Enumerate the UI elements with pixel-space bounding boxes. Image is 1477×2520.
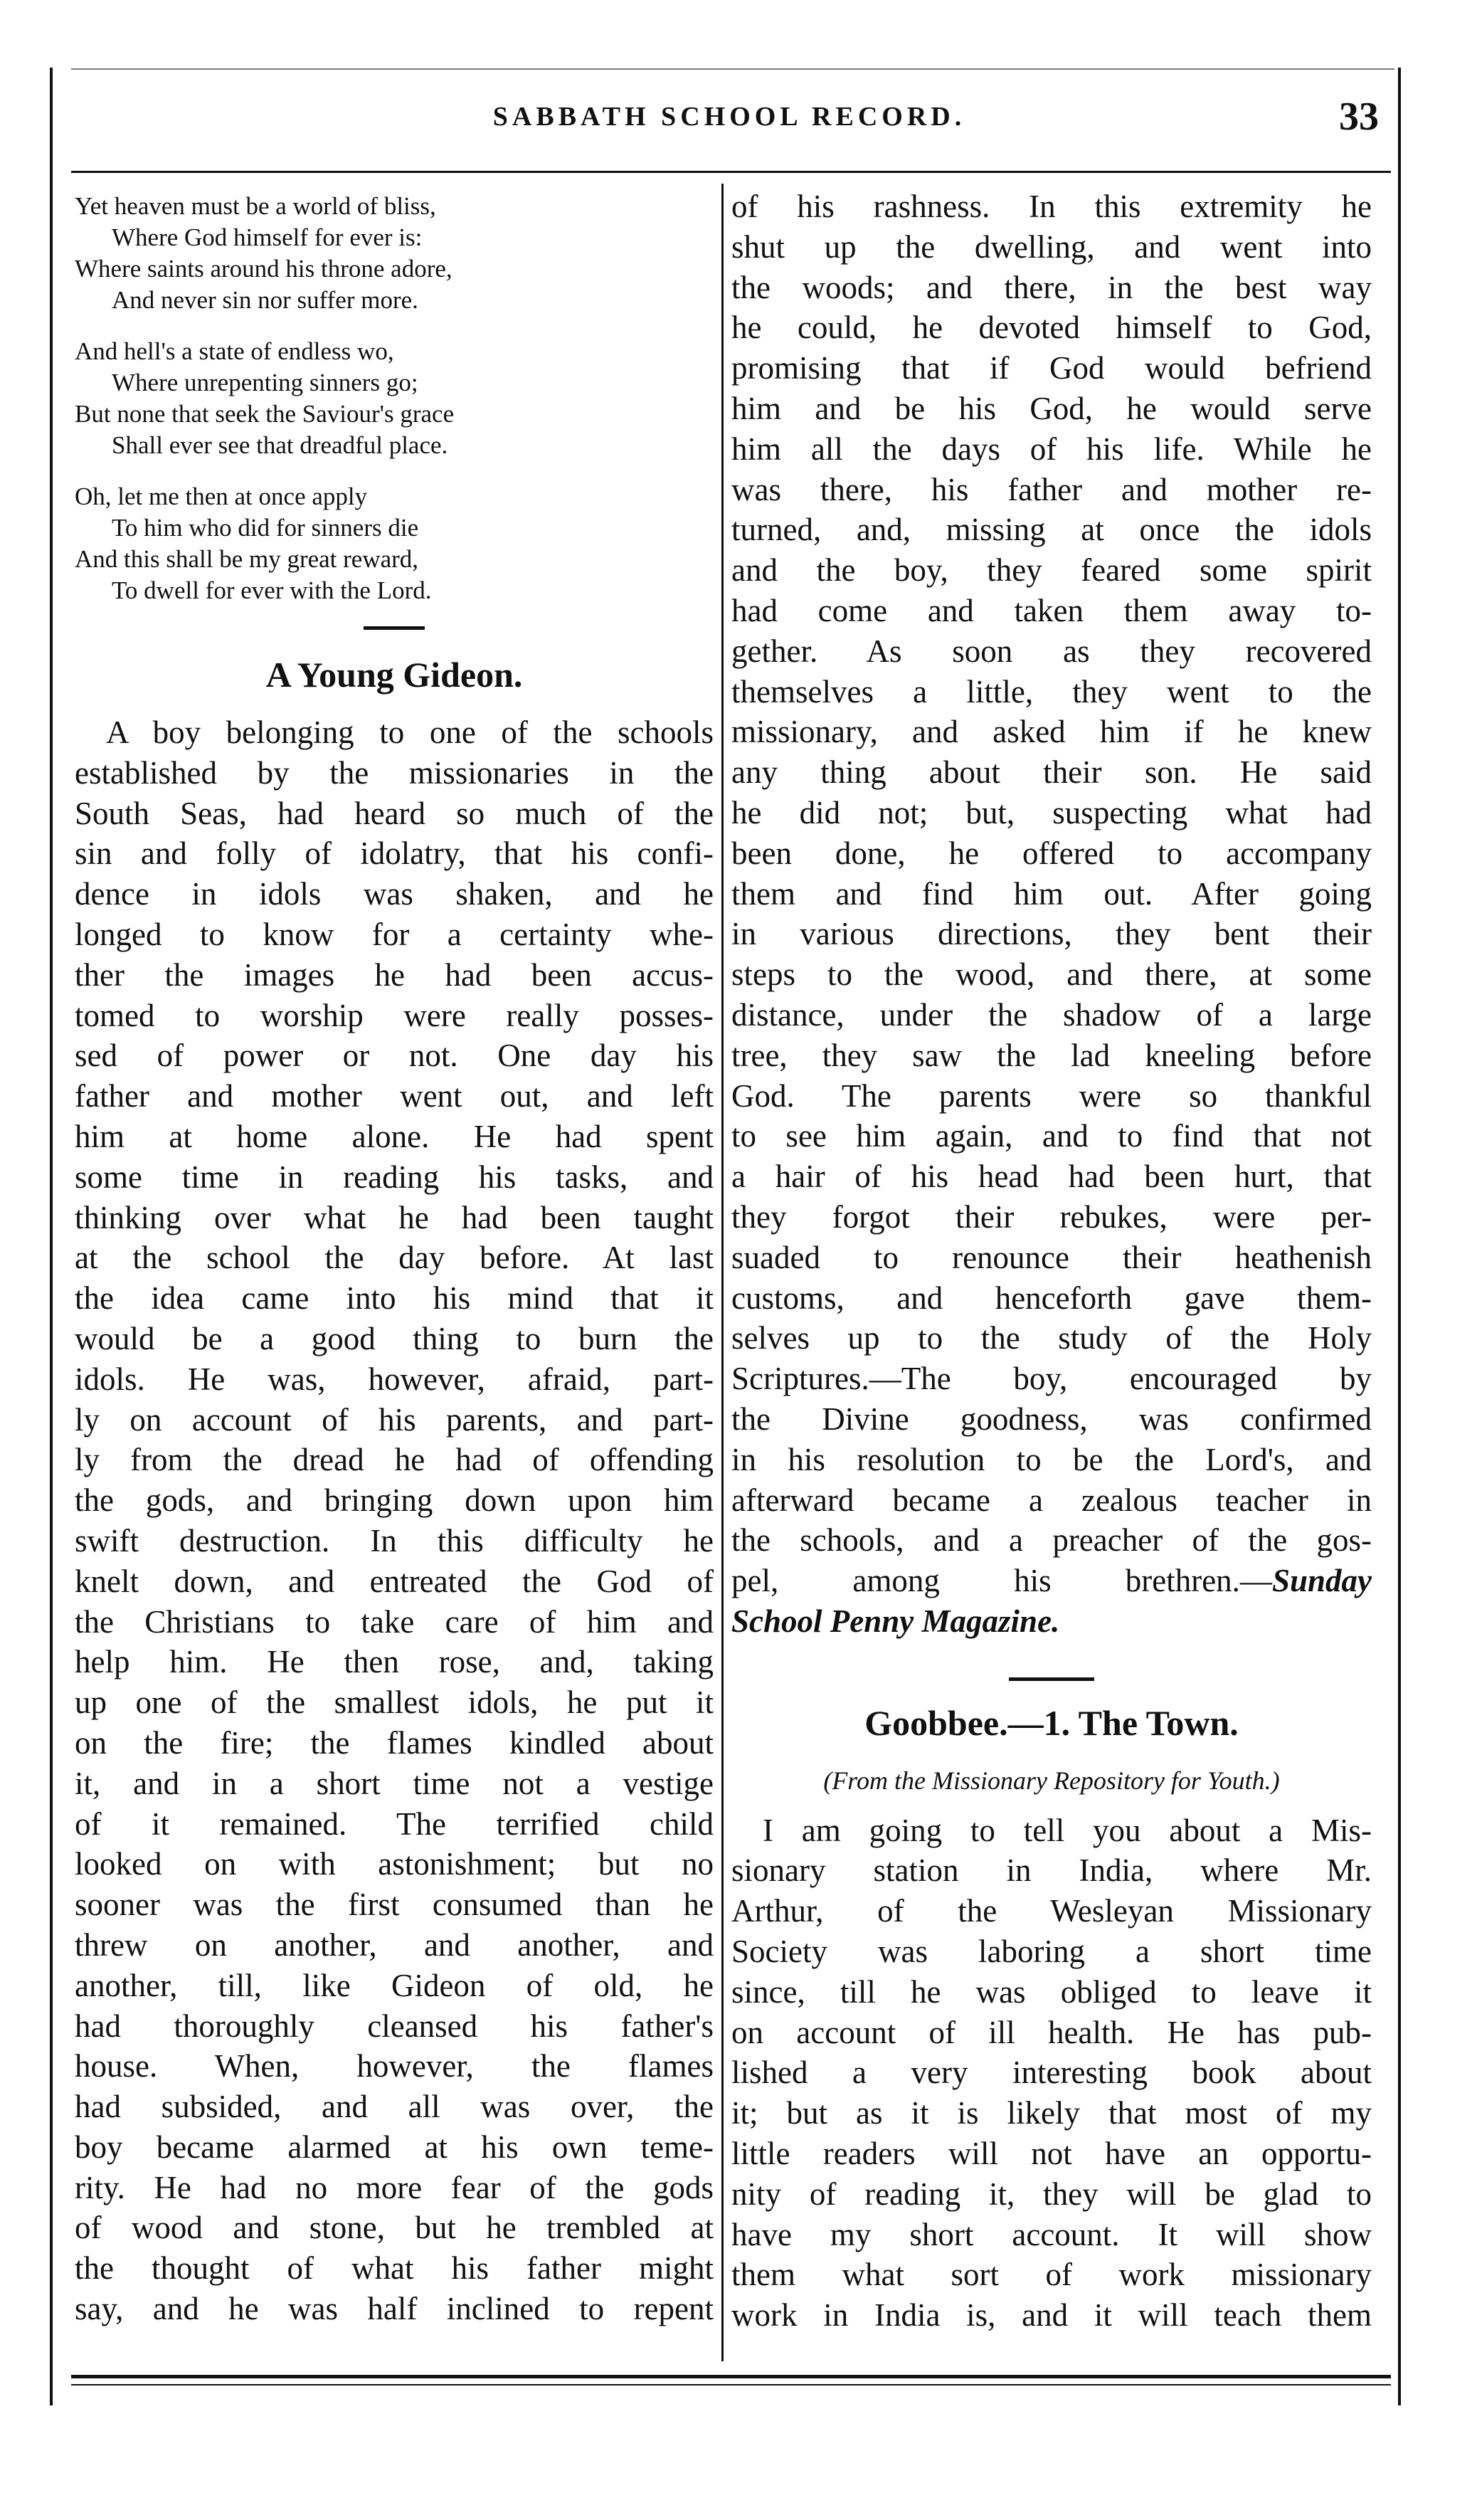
- poem-line: And hell's a state of endless wo,: [75, 337, 394, 365]
- text-line: shut up the dwelling, and went into: [731, 228, 1372, 265]
- footer-rule-thin: [71, 2384, 1391, 2385]
- text-line: him at home alone. He had spent: [75, 1118, 714, 1154]
- text-line: had subsided, and all was over, the: [75, 2089, 714, 2125]
- text-line: distance, under the shadow of a large: [731, 996, 1372, 1033]
- text-line: promising that if God would befriend: [731, 350, 1372, 386]
- text-line: pel, among his brethren.—: [731, 1563, 1272, 1599]
- text-line: I am going to tell you about a Mis-: [763, 1812, 1372, 1848]
- poem-line: To dwell for ever with the Lord.: [112, 576, 432, 604]
- text-line: would be a good thing to burn the: [75, 1320, 714, 1356]
- text-line: boy became alarmed at his own teme-: [75, 2129, 714, 2165]
- text-line: A boy belonging to one of the schools: [106, 715, 714, 750]
- text-line: thinking over what he had been taught: [75, 1199, 714, 1235]
- text-line: knelt down, and entreated the God of: [75, 1563, 714, 1599]
- text-line: themselves a little, they went to the: [731, 673, 1372, 710]
- footer-rule-thick: [71, 2375, 1391, 2378]
- text-line: Scriptures.—The boy, encouraged by: [731, 1361, 1372, 1397]
- text-line: sooner was the first consumed than he: [75, 1887, 714, 1923]
- text-line: on account of ill health. He has pub-: [731, 2014, 1372, 2050]
- text-line: had come and taken them away to-: [731, 592, 1372, 628]
- text-line: in his resolution to be the Lord's, and: [731, 1441, 1372, 1477]
- poem-line: Where unrepenting sinners go;: [112, 369, 418, 396]
- text-line: a hair of his head had been hurt, that: [731, 1159, 1372, 1195]
- text-line: and the boy, they feared some spirit: [731, 552, 1372, 589]
- text-line: the idea came into his mind that it: [75, 1280, 714, 1317]
- poem-line: Oh, let me then at once apply: [75, 483, 368, 510]
- text-line: the schools, and a preacher of the gos-: [731, 1522, 1372, 1559]
- text-line: ther the images he had been accus-: [75, 956, 714, 993]
- text-line: house. When, however, the flames: [75, 2048, 714, 2084]
- text-line: had thoroughly cleansed his father's: [75, 2008, 714, 2044]
- text-line: afterward became a zealous teacher in: [731, 1482, 1372, 1518]
- text-line: in various directions, they bent their: [731, 916, 1372, 952]
- text-line: selves up to the study of the Holy: [731, 1320, 1372, 1356]
- text-line: on the fire; the flames kindled about: [75, 1724, 714, 1761]
- text-line: it, and in a short time not a vestige: [75, 1765, 714, 1801]
- text-line: steps to the wood, and there, at some: [731, 956, 1372, 993]
- text-line: he could, he devoted himself to God,: [731, 310, 1372, 346]
- text-line: suaded to renounce their heathenish: [731, 1239, 1372, 1275]
- text-line: South Seas, had heard so much of the: [75, 795, 714, 831]
- text-line: the thought of what his father might: [75, 2250, 714, 2287]
- text-line: him and be his God, he would serve: [731, 390, 1372, 426]
- text-line: longed to know for a certainty whe-: [75, 916, 714, 952]
- text-line: the woods; and there, in the best way: [731, 269, 1372, 305]
- text-line: little readers will not have an opportu-: [731, 2136, 1372, 2172]
- text-line: swift destruction. In this difficulty he: [75, 1522, 714, 1559]
- text-line: help him. He then rose, and, taking: [75, 1644, 714, 1680]
- poem-line: And never sin nor suffer more.: [112, 286, 418, 314]
- text-line: ly on account of his parents, and part-: [75, 1401, 714, 1438]
- right-border-rule: [1398, 68, 1401, 2405]
- poem-line: Yet heaven must be a world of bliss,: [75, 192, 436, 220]
- text-line: it; but as it is likely that most of my: [731, 2095, 1372, 2131]
- article-source-line: [731, 1601, 1372, 1642]
- text-line: of his rashness. In this extremity he: [731, 189, 1372, 224]
- text-line: father and mother went out, and left: [75, 1078, 714, 1114]
- left-border-rule: [50, 68, 53, 2405]
- text-line: another, till, like Gideon of old, he: [75, 1967, 714, 2003]
- text-line: up one of the smallest idols, he put it: [75, 1685, 714, 1721]
- text-line: them and find him out. After going: [731, 875, 1372, 912]
- text-line: have my short account. It will show: [731, 2216, 1372, 2252]
- poem-line: Where saints around his throne adore,: [75, 255, 452, 283]
- text-line: ly from the dread he had of offending: [75, 1442, 714, 1478]
- poem-stanza: [75, 481, 714, 606]
- article2-body: [731, 1810, 1372, 2336]
- text-line: since, till he was obliged to leave it: [731, 1973, 1372, 2010]
- text-line: of wood and stone, but he trembled at: [75, 2210, 714, 2246]
- source-name: Sunday: [1271, 1563, 1372, 1599]
- text-line: idols. He was, however, afraid, part-: [75, 1361, 714, 1397]
- text-line: them what sort of work missionary: [731, 2257, 1372, 2293]
- text-line: was there, his father and mother re-: [731, 471, 1372, 507]
- running-title: SABBATH SCHOOL RECORD.: [492, 102, 966, 132]
- header-rule: [71, 171, 1391, 173]
- text-line: work in India is, and it will teach them: [731, 2297, 1372, 2334]
- page-number: 33: [1339, 95, 1379, 139]
- text-line: sin and folly of idolatry, that his confi-: [75, 835, 714, 872]
- source-name: School Penny Magazine.: [731, 1603, 1060, 1639]
- text-line: they forgot their rebukes, were per-: [731, 1198, 1372, 1235]
- left-column: [75, 186, 714, 2329]
- text-line: tree, they saw the lad kneeling before: [731, 1037, 1372, 1073]
- text-line: the gods, and bringing down upon him: [75, 1482, 714, 1519]
- text-line: gether. As soon as they recovered: [731, 633, 1372, 669]
- text-line: looked on with astonishment; but no: [75, 1846, 714, 1882]
- page-header: [71, 93, 1387, 149]
- text-line: Society was laboring a short time: [731, 1934, 1372, 1970]
- text-line: sionary station in India, where Mr.: [731, 1852, 1372, 1889]
- text-line: Arthur, of the Wesleyan Missionary: [731, 1893, 1372, 1929]
- column-divider: [721, 184, 724, 2361]
- poem-stanza: [75, 191, 714, 316]
- poem-line: And this shall be my great reward,: [75, 545, 419, 573]
- article-body-right: [731, 186, 1372, 1561]
- text-line: dence in idols was shaken, and he: [75, 876, 714, 912]
- text-line: at the school the day before. At last: [75, 1240, 714, 1276]
- text-line: established by the missionaries in the: [75, 754, 714, 791]
- section-separator-rule: [1009, 1677, 1094, 1681]
- text-line: any thing about their son. He said: [731, 754, 1372, 791]
- text-line: tomed to worship were really posses-: [75, 997, 714, 1033]
- text-line: the Divine goodness, was confirmed: [731, 1401, 1372, 1437]
- text-line: to see him again, and to find that not: [731, 1118, 1372, 1154]
- top-dashed-rule: [71, 68, 1394, 70]
- text-line: say, and he was half inclined to repent: [75, 2291, 714, 2327]
- poem-line: Shall ever see that dreadful place.: [112, 431, 448, 459]
- text-line: lished a very interesting book about: [731, 2055, 1372, 2091]
- poem-line: To him who did for sinners die: [112, 514, 419, 542]
- right-column: [731, 186, 1372, 2336]
- poem: [75, 191, 714, 606]
- poem-line: Where God himself for ever is:: [112, 223, 423, 251]
- poem-stanza: [75, 336, 714, 461]
- text-line: turned, and, missing at once the idols: [731, 512, 1372, 548]
- text-line: some time in reading his tasks, and: [75, 1159, 714, 1195]
- text-line: rity. He had no more fear of the gods: [75, 2169, 714, 2205]
- source-note: (From the Missionary Repository for Youth.): [823, 1766, 1280, 1795]
- text-line: sed of power or not. One day his: [75, 1038, 714, 1074]
- article-title: Goobbee.—1. The Town.: [864, 1702, 1239, 1743]
- text-line: God. The parents were so thankful: [731, 1077, 1372, 1114]
- text-line: been done, he offered to accompany: [731, 835, 1372, 871]
- article-title: A Young Gideon.: [265, 655, 523, 695]
- text-line: missionary, and asked him if he knew: [731, 714, 1372, 750]
- text-line: of it remained. The terrified child: [75, 1805, 714, 1842]
- poem-line: But none that seek the Saviour's grace: [75, 400, 455, 428]
- article-body-left: [75, 712, 714, 2329]
- text-line: the Christians to take care of him and: [75, 1603, 714, 1640]
- text-line: threw on another, and another, and: [75, 1926, 714, 1963]
- text-line: him all the days of his life. While he: [731, 431, 1372, 467]
- article-source-line: [731, 1561, 1372, 1601]
- text-line: customs, and henceforth gave them-: [731, 1280, 1372, 1316]
- section-separator-rule: [364, 626, 425, 630]
- text-line: nity of reading it, they will be glad to: [731, 2176, 1372, 2212]
- text-line: he did not; but, suspecting what had: [731, 794, 1372, 831]
